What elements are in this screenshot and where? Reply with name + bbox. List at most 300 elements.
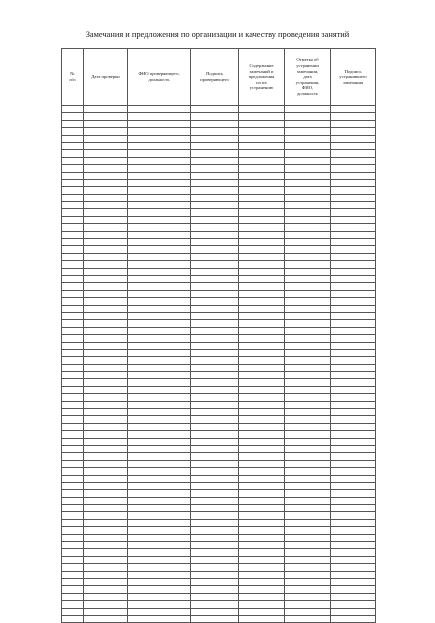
table-row (62, 423, 376, 430)
table-cell (128, 253, 191, 260)
table-cell (62, 253, 84, 260)
table-row (62, 482, 376, 489)
table-cell (239, 157, 285, 164)
table-cell (239, 305, 285, 312)
table-row (62, 468, 376, 475)
table-cell (239, 445, 285, 452)
table-cell (84, 172, 128, 179)
table-cell (239, 216, 285, 223)
table-cell (128, 142, 191, 149)
table-cell (128, 268, 191, 275)
table-cell (239, 401, 285, 408)
table-cell (331, 601, 376, 608)
table-cell (191, 445, 239, 452)
table-cell (331, 187, 376, 194)
table-cell (84, 128, 128, 135)
table-cell (84, 283, 128, 290)
table-cell (62, 231, 84, 238)
table-cell (285, 113, 331, 120)
table-cell (128, 216, 191, 223)
table-cell (62, 379, 84, 386)
table-cell (331, 275, 376, 282)
table-cell (239, 379, 285, 386)
table-cell (331, 386, 376, 393)
table-cell (239, 320, 285, 327)
table-cell (331, 586, 376, 593)
table-cell (239, 135, 285, 142)
table-row (62, 490, 376, 497)
table-row (62, 320, 376, 327)
table-cell (62, 431, 84, 438)
table-cell (191, 113, 239, 120)
table-cell (84, 593, 128, 600)
table-cell (239, 202, 285, 209)
table-cell (84, 475, 128, 482)
table-cell (62, 601, 84, 608)
table-cell (128, 460, 191, 467)
table-cell (128, 379, 191, 386)
table-cell (191, 482, 239, 489)
page-title: Замечания и предложения по организации и качеству проведения занятий (85, 30, 350, 39)
table-cell (239, 357, 285, 364)
table-cell (62, 216, 84, 223)
table-cell (128, 372, 191, 379)
table-cell (62, 113, 84, 120)
column-header-inspector-name: ФИО проверяющего, должность (128, 49, 191, 106)
table-row (62, 564, 376, 571)
table-row (62, 120, 376, 127)
table-cell (84, 239, 128, 246)
table-cell (128, 549, 191, 556)
table-cell (285, 120, 331, 127)
table-cell (285, 172, 331, 179)
table-cell (285, 542, 331, 549)
table-cell (239, 239, 285, 246)
table-cell (285, 601, 331, 608)
table-cell (191, 179, 239, 186)
table-cell (62, 527, 84, 534)
table-cell (62, 409, 84, 416)
table-cell (84, 571, 128, 578)
table-cell (128, 194, 191, 201)
table-cell (331, 468, 376, 475)
table-cell (191, 505, 239, 512)
table-cell (191, 490, 239, 497)
table-cell (239, 335, 285, 342)
table-cell (285, 202, 331, 209)
table-cell (239, 342, 285, 349)
table-cell (239, 468, 285, 475)
table-cell (128, 386, 191, 393)
table-cell (84, 445, 128, 452)
table-cell (84, 231, 128, 238)
table-cell (239, 409, 285, 416)
table-row (62, 179, 376, 186)
table-cell (191, 246, 239, 253)
table-header-row (62, 49, 376, 106)
table-cell (331, 113, 376, 120)
table-cell (84, 438, 128, 445)
table-cell (62, 468, 84, 475)
column-header-inspector-signature: Подпись проверяющего (191, 49, 239, 106)
table-row (62, 202, 376, 209)
table-row (62, 106, 376, 113)
table-cell (191, 290, 239, 297)
table-cell (239, 372, 285, 379)
table-cell (285, 579, 331, 586)
table-cell (84, 261, 128, 268)
table-cell (331, 364, 376, 371)
table-cell (239, 586, 285, 593)
table-cell (84, 349, 128, 356)
table-cell (84, 327, 128, 334)
table-cell (191, 431, 239, 438)
table-cell (285, 216, 331, 223)
table-cell (331, 335, 376, 342)
table-cell (128, 364, 191, 371)
table-cell (84, 142, 128, 149)
table-cell (62, 615, 84, 622)
table-cell (285, 327, 331, 334)
column-header-number: № п/п (62, 49, 84, 106)
table-cell (331, 216, 376, 223)
table-cell (191, 224, 239, 231)
table-cell (285, 342, 331, 349)
table-cell (62, 416, 84, 423)
table-cell (84, 246, 128, 253)
table-cell (191, 342, 239, 349)
table-cell (84, 608, 128, 615)
table-cell (331, 312, 376, 319)
table-cell (331, 615, 376, 622)
table-cell (285, 261, 331, 268)
table-cell (191, 460, 239, 467)
table-cell (128, 615, 191, 622)
table-cell (84, 556, 128, 563)
table-cell (239, 290, 285, 297)
table-cell (285, 519, 331, 526)
table-cell (191, 312, 239, 319)
table-cell (285, 564, 331, 571)
table-cell (285, 283, 331, 290)
table-cell (62, 372, 84, 379)
table-cell (331, 157, 376, 164)
table-row (62, 579, 376, 586)
table-cell (239, 593, 285, 600)
table-cell (128, 593, 191, 600)
table-row (62, 165, 376, 172)
table-cell (128, 187, 191, 194)
table-cell (84, 401, 128, 408)
table-cell (285, 224, 331, 231)
table-cell (239, 542, 285, 549)
table-cell (239, 349, 285, 356)
table-cell (128, 556, 191, 563)
table-cell (84, 335, 128, 342)
table-cell (84, 586, 128, 593)
table-cell (285, 312, 331, 319)
table-cell (285, 416, 331, 423)
table-cell (191, 608, 239, 615)
table-cell (239, 423, 285, 430)
table-row (62, 519, 376, 526)
table-cell (191, 534, 239, 541)
table-cell (285, 556, 331, 563)
table-cell (331, 527, 376, 534)
table-row (62, 601, 376, 608)
table-cell (62, 150, 84, 157)
table-cell (191, 586, 239, 593)
table-cell (191, 416, 239, 423)
table-cell (128, 283, 191, 290)
table-cell (331, 453, 376, 460)
table-row (62, 364, 376, 371)
table-cell (239, 438, 285, 445)
table-cell (84, 468, 128, 475)
table-cell (128, 542, 191, 549)
table-cell (62, 172, 84, 179)
table-cell (331, 305, 376, 312)
table-cell (285, 571, 331, 578)
table-cell (285, 305, 331, 312)
table-row (62, 142, 376, 149)
table-cell (331, 261, 376, 268)
table-row (62, 445, 376, 452)
table-cell (239, 394, 285, 401)
table-row (62, 194, 376, 201)
table-cell (239, 187, 285, 194)
table-cell (191, 394, 239, 401)
table-cell (84, 157, 128, 164)
table-cell (331, 142, 376, 149)
table-cell (191, 120, 239, 127)
table-cell (128, 165, 191, 172)
table-cell (62, 423, 84, 430)
table-cell (128, 172, 191, 179)
table-cell (285, 460, 331, 467)
table-cell (239, 571, 285, 578)
table-cell (191, 157, 239, 164)
table-row (62, 342, 376, 349)
table-cell (84, 194, 128, 201)
table-cell (128, 239, 191, 246)
table-cell (128, 409, 191, 416)
table-row (62, 246, 376, 253)
table-cell (128, 342, 191, 349)
table-cell (84, 298, 128, 305)
table-cell (285, 194, 331, 201)
table-cell (285, 475, 331, 482)
column-header-resolver-signature: Подпись устранившего замечания (331, 49, 376, 106)
table-cell (191, 512, 239, 519)
table-cell (191, 172, 239, 179)
table-cell (128, 586, 191, 593)
table-cell (191, 327, 239, 334)
table-cell (191, 615, 239, 622)
table-cell (191, 283, 239, 290)
table-cell (84, 342, 128, 349)
table-cell (285, 364, 331, 371)
table-cell (128, 431, 191, 438)
table-row (62, 261, 376, 268)
table-cell (191, 564, 239, 571)
table-row (62, 453, 376, 460)
table-cell (239, 556, 285, 563)
table-cell (62, 534, 84, 541)
table-row (62, 113, 376, 120)
table-cell (239, 106, 285, 113)
table-cell (239, 386, 285, 393)
table-cell (84, 150, 128, 157)
table-cell (239, 527, 285, 534)
table-cell (191, 187, 239, 194)
table-row (62, 172, 376, 179)
table-cell (62, 224, 84, 231)
table-cell (191, 209, 239, 216)
table-cell (128, 298, 191, 305)
table-cell (84, 564, 128, 571)
table-cell (331, 409, 376, 416)
table-cell (331, 106, 376, 113)
table-row (62, 416, 376, 423)
table-cell (62, 571, 84, 578)
table-cell (128, 438, 191, 445)
table-cell (239, 579, 285, 586)
table-cell (84, 615, 128, 622)
table-cell (191, 549, 239, 556)
table-cell (285, 512, 331, 519)
table-cell (285, 372, 331, 379)
table-cell (331, 401, 376, 408)
table-cell (191, 106, 239, 113)
table-cell (285, 505, 331, 512)
table-row (62, 253, 376, 260)
table-cell (191, 305, 239, 312)
table-cell (128, 571, 191, 578)
table-cell (285, 468, 331, 475)
table-cell (239, 275, 285, 282)
table-cell (239, 246, 285, 253)
table-cell (285, 157, 331, 164)
table-cell (84, 482, 128, 489)
table-row (62, 615, 376, 622)
table-cell (331, 593, 376, 600)
table-cell (239, 364, 285, 371)
table-cell (62, 475, 84, 482)
table-cell (84, 423, 128, 430)
table-row (62, 593, 376, 600)
table-row (62, 327, 376, 334)
table-cell (285, 357, 331, 364)
table-cell (331, 246, 376, 253)
table-cell (331, 172, 376, 179)
table-cell (191, 268, 239, 275)
table-cell (84, 357, 128, 364)
table-cell (239, 253, 285, 260)
table-cell (331, 290, 376, 297)
table-row (62, 150, 376, 157)
table-cell (191, 194, 239, 201)
table-row (62, 571, 376, 578)
table-cell (128, 394, 191, 401)
table-cell (191, 253, 239, 260)
table-cell (84, 453, 128, 460)
table-row (62, 216, 376, 223)
table-cell (128, 534, 191, 541)
table-row (62, 409, 376, 416)
table-cell (239, 519, 285, 526)
table-cell (239, 564, 285, 571)
table-cell (285, 275, 331, 282)
table-row (62, 135, 376, 142)
table-row (62, 527, 376, 534)
table-cell (191, 231, 239, 238)
table-cell (62, 165, 84, 172)
table-cell (191, 357, 239, 364)
table-row (62, 312, 376, 319)
table-cell (331, 268, 376, 275)
table-cell (84, 165, 128, 172)
table-cell (84, 179, 128, 186)
table-cell (239, 179, 285, 186)
table-cell (285, 290, 331, 297)
table-cell (239, 482, 285, 489)
table-cell (128, 453, 191, 460)
table-cell (239, 460, 285, 467)
table-cell (84, 305, 128, 312)
table-cell (128, 179, 191, 186)
table-cell (62, 505, 84, 512)
table-row (62, 209, 376, 216)
table-cell (62, 512, 84, 519)
table-cell (239, 549, 285, 556)
table-cell (331, 519, 376, 526)
table-cell (128, 579, 191, 586)
table-cell (331, 342, 376, 349)
table-cell (128, 527, 191, 534)
table-row (62, 157, 376, 164)
table-cell (191, 556, 239, 563)
table-cell (331, 497, 376, 504)
table-cell (84, 253, 128, 260)
table-row (62, 542, 376, 549)
table-cell (84, 312, 128, 319)
table-cell (191, 468, 239, 475)
table-cell (331, 542, 376, 549)
table-cell (331, 224, 376, 231)
table-cell (285, 490, 331, 497)
table-cell (331, 571, 376, 578)
table-cell (191, 372, 239, 379)
table-cell (191, 364, 239, 371)
table-cell (84, 579, 128, 586)
table-cell (62, 608, 84, 615)
table-cell (62, 320, 84, 327)
table-cell (191, 571, 239, 578)
table-cell (285, 549, 331, 556)
table-cell (239, 490, 285, 497)
table-cell (331, 349, 376, 356)
table-cell (191, 542, 239, 549)
table-cell (128, 512, 191, 519)
table-cell (239, 142, 285, 149)
table-cell (331, 320, 376, 327)
table-cell (62, 357, 84, 364)
table-cell (331, 202, 376, 209)
table-cell (285, 187, 331, 194)
table-cell (84, 372, 128, 379)
table-cell (128, 482, 191, 489)
